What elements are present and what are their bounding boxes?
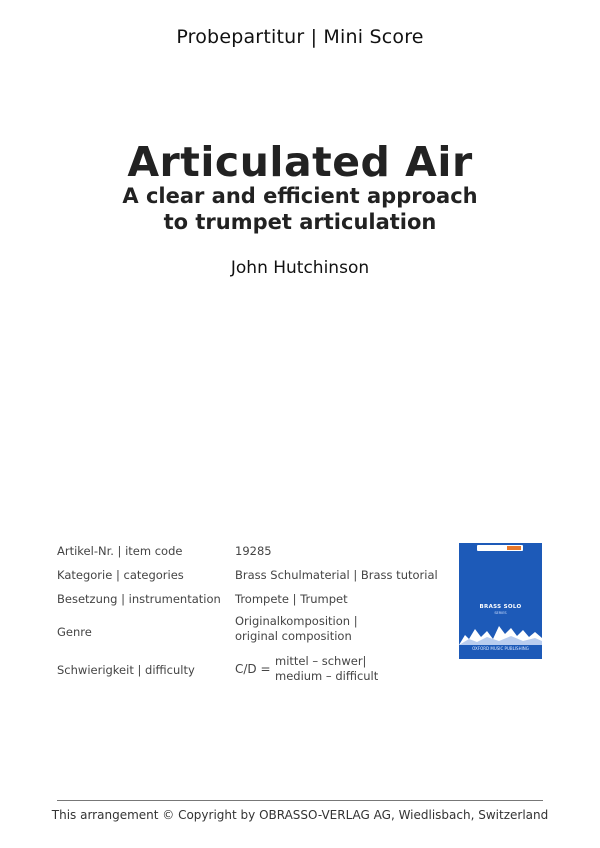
author: John Hutchinson xyxy=(230,258,370,278)
detail-value: Brass Schulmaterial | Brass tutorial xyxy=(235,568,438,582)
subtitle xyxy=(0,183,600,235)
page-header: Probepartitur | Mini Score xyxy=(176,26,424,48)
detail-value-line: medium – difficult xyxy=(275,669,379,683)
publisher-logo xyxy=(477,545,523,551)
subtitle-line-1: A clear and efficient approach xyxy=(122,184,478,208)
cover-series-subtitle: SERIES xyxy=(494,611,507,615)
copyright-footer: This arrangement © Copyright by OBRASSO-VERLAG AG, Wiedlisbach, Switzerland xyxy=(51,808,549,822)
detail-label: Genre xyxy=(57,625,92,639)
page-title: Articulated Air xyxy=(127,138,473,186)
detail-value-line: mittel – schwer| xyxy=(275,654,367,668)
detail-value-line: Originalkomposition | xyxy=(235,614,358,628)
detail-label: Besetzung | instrumentation xyxy=(57,592,221,606)
detail-value: Trompete | Trumpet xyxy=(235,592,348,606)
subtitle-line-2: to trumpet articulation xyxy=(163,210,437,234)
detail-value: 19285 xyxy=(235,544,272,558)
cover-publisher: OXFORD MUSIC PUBLISHING xyxy=(472,646,529,651)
difficulty-grade: C/D = xyxy=(235,662,271,676)
mountain-illustration xyxy=(459,617,542,645)
detail-value xyxy=(235,614,358,644)
detail-value xyxy=(235,654,378,684)
detail-label: Schwierigkeit | difficulty xyxy=(57,663,195,677)
book-cover-image xyxy=(459,543,542,659)
detail-label: Artikel-Nr. | item code xyxy=(57,544,183,558)
detail-value-line: original composition xyxy=(235,629,352,643)
detail-label: Kategorie | categories xyxy=(57,568,184,582)
cover-series-title: BRASS SOLO xyxy=(479,604,522,610)
footer-divider xyxy=(57,800,543,801)
